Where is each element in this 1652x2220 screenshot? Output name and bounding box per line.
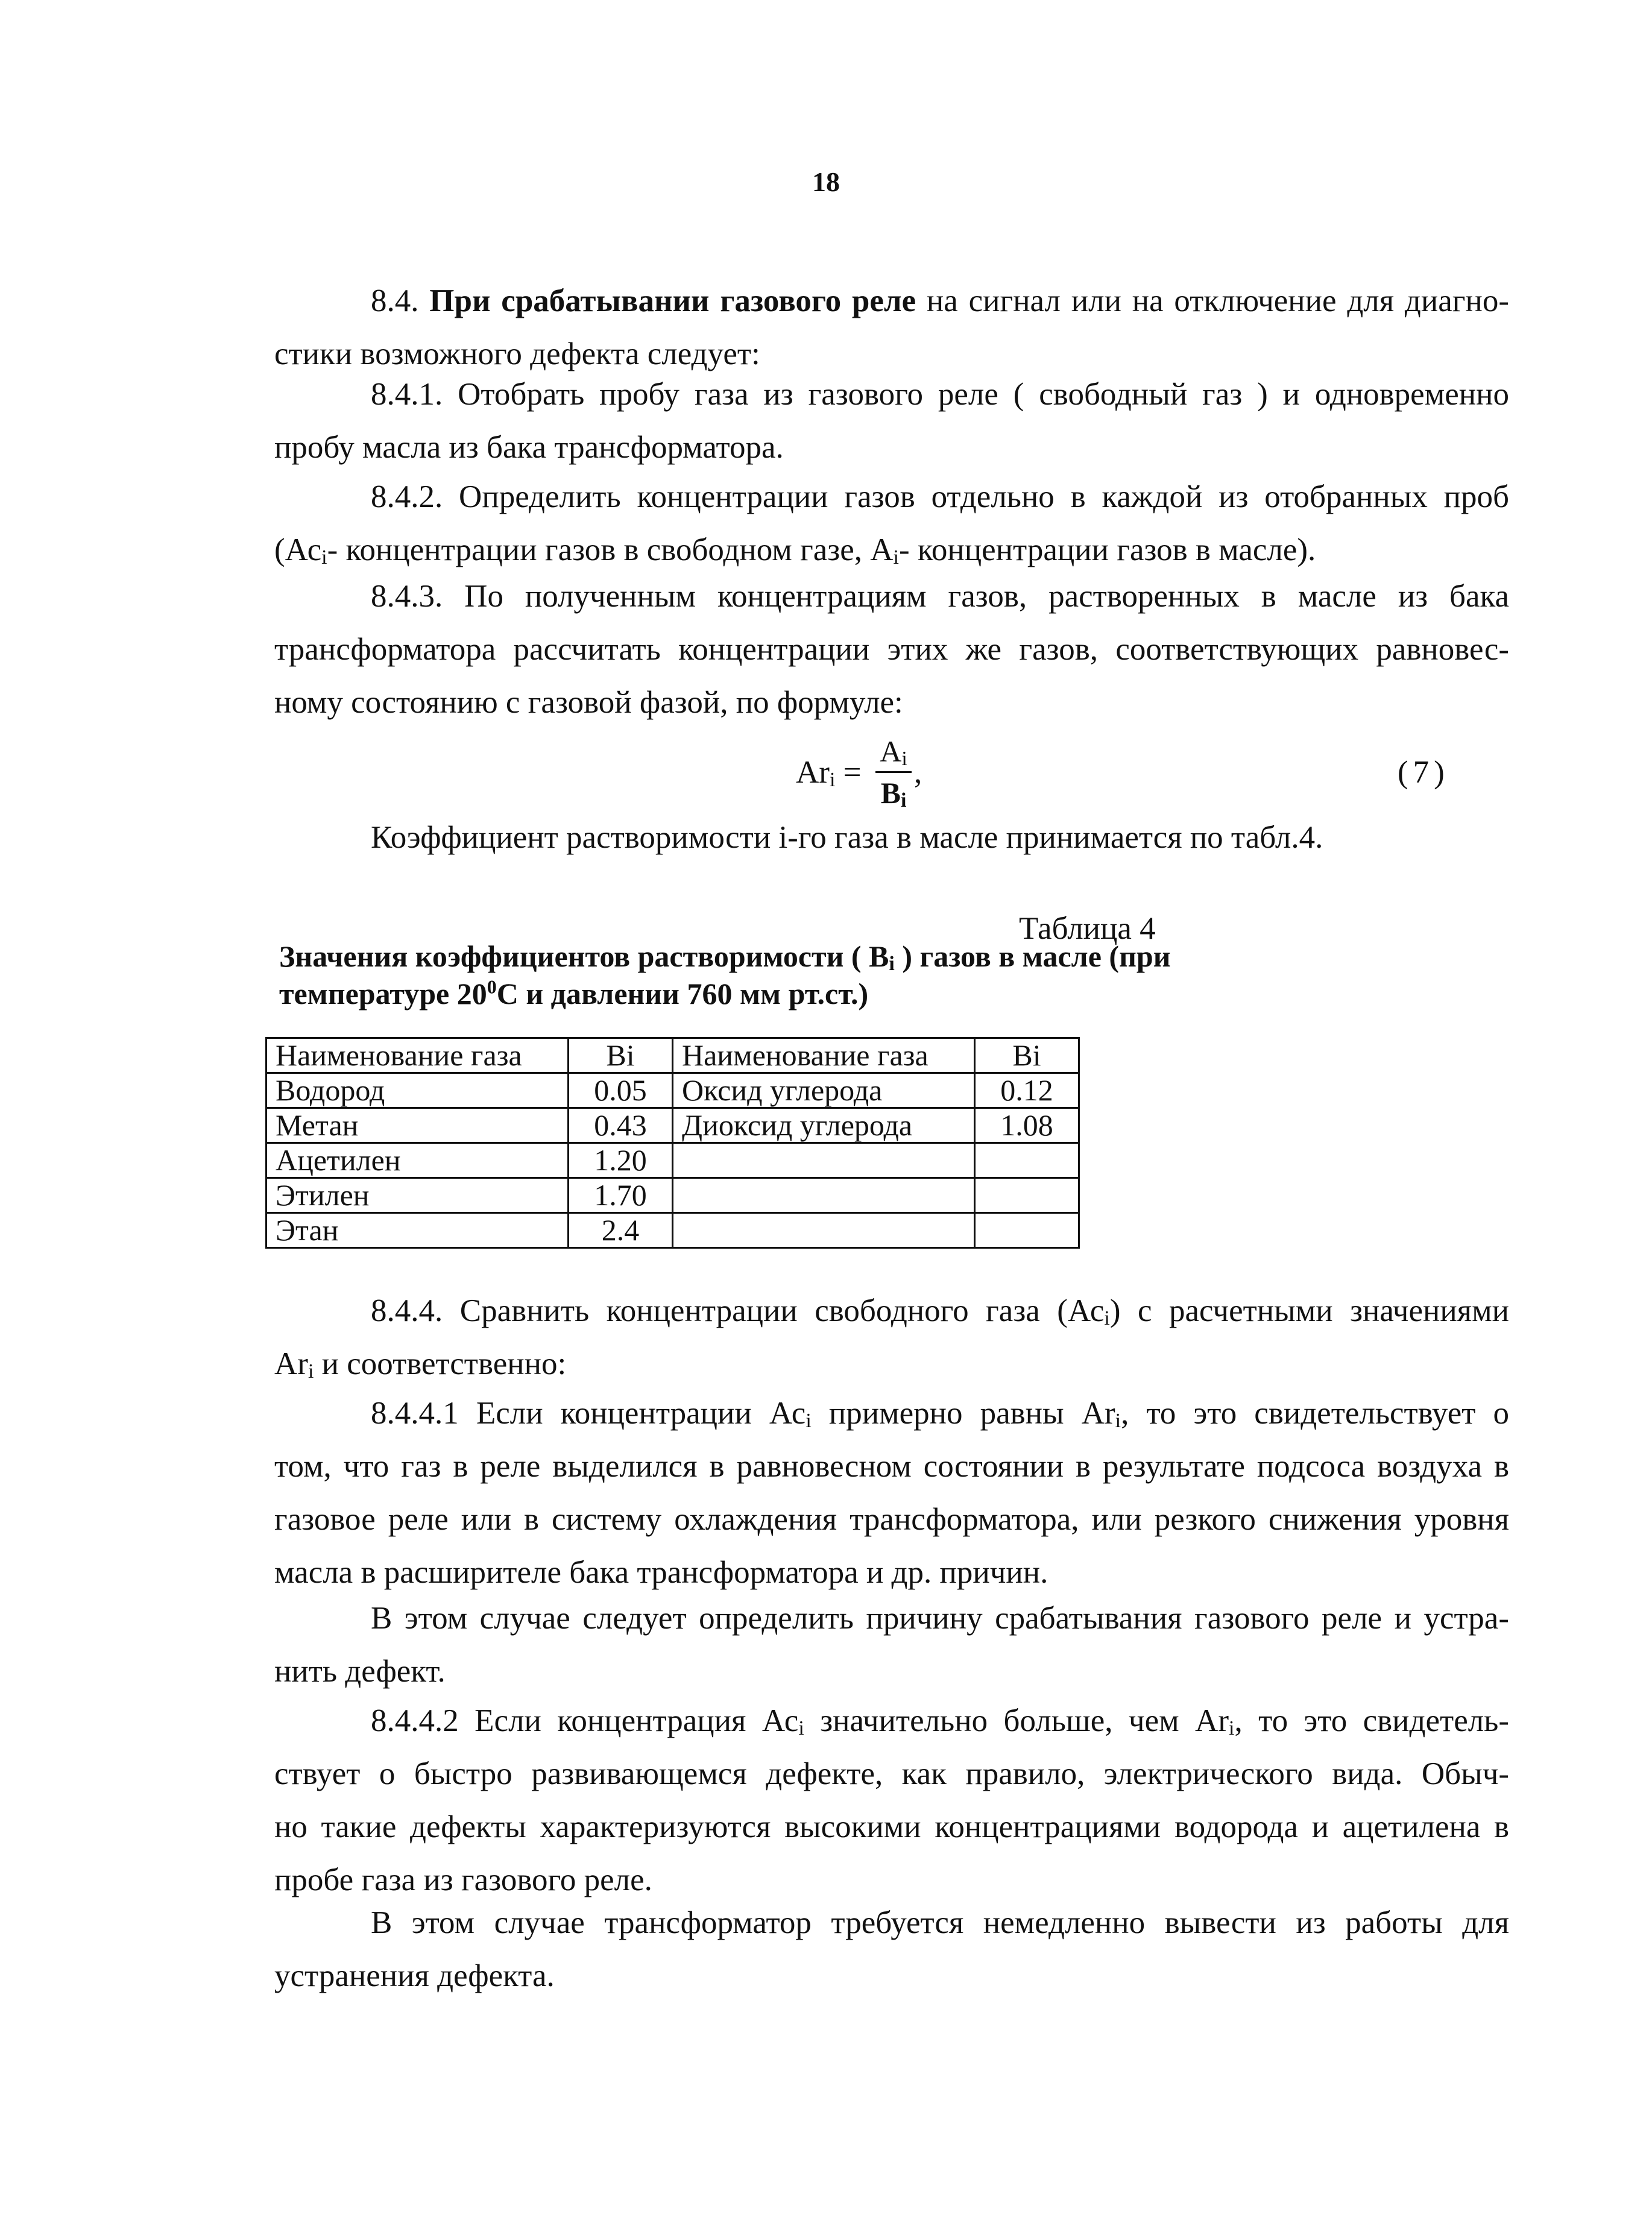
subscript: i <box>321 546 327 569</box>
formula-comma: , <box>914 755 922 790</box>
formula-symbol: Ar <box>796 755 830 790</box>
table-cell <box>975 1178 1079 1213</box>
superscript: 0 <box>487 976 497 998</box>
table-cell: 1.20 <box>569 1143 673 1178</box>
paragraph-case-2-line-1: В этом случае трансформатор требуется немедленно вывести из работы для <box>371 1905 1509 1940</box>
table-header-cell: Bi <box>975 1038 1079 1073</box>
table-header-cell: Наименование газа <box>266 1038 569 1073</box>
paragraph-8-4-4-line-2 <box>274 1337 1509 1390</box>
text-fragment: (Ас <box>274 532 322 567</box>
paragraph-8-4-4-2 <box>274 1694 1509 1906</box>
paragraph-8-4-4-1-line-1 <box>274 1387 1509 1440</box>
table-header-cell: Наименование газа <box>673 1038 975 1073</box>
subscript: i <box>1104 1307 1110 1329</box>
paragraph-8-4-4-1-line-4: масла в расширителе бака трансформатора и др. причин. <box>274 1555 1048 1590</box>
paragraph-8-4-4 <box>274 1284 1509 1390</box>
table-row <box>266 1073 1079 1108</box>
formula-symbol: A <box>880 734 902 768</box>
table-row <box>266 1143 1079 1178</box>
subscript: i <box>1115 1410 1121 1432</box>
paragraph-case-1-line-2: нить дефект. <box>274 1654 446 1689</box>
page-number: 18 <box>812 166 840 197</box>
fraction-bar <box>875 771 912 773</box>
table-cell: 0.05 <box>569 1073 673 1108</box>
text-fragment: Значения коэффициентов растворимости ( В <box>279 939 889 973</box>
formula-numerator <box>875 733 912 770</box>
paragraph-case-1-line-1: В этом случае следует определить причину срабатывания газового реле и устра- <box>371 1601 1509 1636</box>
table-row <box>266 1213 1079 1248</box>
paragraph-case-1 <box>274 1592 1509 1698</box>
paragraph-8-4-line-1 <box>274 274 1509 327</box>
table-title-line-1 <box>279 938 1184 975</box>
text-fragment: Ar <box>274 1346 308 1381</box>
table-cell <box>975 1213 1079 1248</box>
equation-number: (7) <box>1398 755 1449 790</box>
paragraph-8-4-4-1-line-2: том, что газ в реле выделился в равновесном состоянии в результате подсоса воздуха в <box>274 1449 1509 1484</box>
table-cell: Оксид углерода <box>673 1073 975 1108</box>
table-title-line-2 <box>279 975 1184 1012</box>
formula-equals: = <box>835 755 862 790</box>
text-fragment: примерно равны Ar <box>811 1396 1115 1431</box>
paragraph-8-4-1 <box>274 368 1509 474</box>
formula-denominator <box>875 774 912 812</box>
paragraph-case-2 <box>274 1896 1509 2002</box>
paragraph-8-4-3-line-3: ному состоянию с газовой фазой, по формуле: <box>274 685 903 720</box>
subscript: i <box>806 1410 812 1432</box>
table-header-cell: Bi <box>569 1038 673 1073</box>
table-row <box>266 1108 1079 1143</box>
paragraph-case-2-line-2: устранения дефекта. <box>274 1958 555 1993</box>
formula-lhs <box>796 754 862 790</box>
table-header-row <box>266 1038 1079 1073</box>
subscript: i <box>901 748 907 770</box>
paragraph-8-4-3-line-1: 8.4.3. По полученным концентрациям газов, растворенных в масле из бака <box>371 579 1509 614</box>
text-fragment: температуре 20 <box>279 977 487 1011</box>
section-number: 8.4. <box>371 283 419 318</box>
subscript: i <box>889 953 895 975</box>
table-cell: 1.70 <box>569 1178 673 1213</box>
table-cell: Ацетилен <box>266 1143 569 1178</box>
table-cell <box>673 1178 975 1213</box>
paragraph-8-4-line-2: стики возможного дефекта следует: <box>274 336 760 371</box>
paragraph-8-4-4-2-line-2: ствует о быстро развивающемся дефекте, как правило, электрического вида. Обыч- <box>274 1756 1509 1791</box>
subscript: i <box>829 769 836 791</box>
paragraph-8-4-2-line-2 <box>274 523 1509 576</box>
text-fragment: - концентрации газов в масле). <box>898 532 1316 567</box>
coefficient-note <box>274 811 1509 864</box>
coefficient-note-line: Коэффициент растворимости i-го газа в масле принимается по табл.4. <box>371 820 1323 855</box>
text-fragment: 8.4.4. Сравнить концентрации свободного газа (Ас <box>371 1293 1105 1328</box>
subscript: i <box>900 789 907 812</box>
subscript: i <box>893 546 899 569</box>
text-fragment: ) газов в масле (при <box>894 939 1171 973</box>
section-bold-phrase: При срабатывании газового реле <box>429 283 916 318</box>
subscript: i <box>307 1360 314 1383</box>
paragraph-8-4-2-line-1: 8.4.2. Определить концентрации газов отдельно в каждой из отобранных проб <box>371 479 1509 514</box>
formula-fraction <box>875 733 912 812</box>
paragraph-8-4-4-1 <box>274 1387 1509 1599</box>
text-fragment: С и давлении 760 мм рт.ст.) <box>496 977 869 1011</box>
table-cell <box>673 1143 975 1178</box>
text-fragment: , то это свидетельствует о <box>1121 1396 1509 1431</box>
text-fragment: значительно больше, чем Ar <box>804 1703 1229 1738</box>
table-cell: Водород <box>266 1073 569 1108</box>
subscript: i <box>1228 1717 1235 1739</box>
formula-7 <box>796 733 1158 817</box>
table-title <box>279 938 1184 1012</box>
paragraph-8-4-4-2-line-3: но такие дефекты характеризуются высокими концентрациями водорода и ацетилена в <box>274 1809 1509 1844</box>
table-cell: 0.43 <box>569 1108 673 1143</box>
table-cell: 0.12 <box>975 1073 1079 1108</box>
paragraph-8-4-2 <box>274 470 1509 576</box>
table-caption: Таблица 4 <box>1019 911 1156 946</box>
table-cell <box>673 1213 975 1248</box>
paragraph-8-4-4-2-line-4: пробе газа из газового реле. <box>274 1862 652 1897</box>
paragraph-8-4-4-line-1 <box>274 1284 1509 1337</box>
table-row <box>266 1178 1079 1213</box>
paragraph-8-4-4-2-line-1 <box>274 1694 1509 1747</box>
subscript: i <box>798 1717 804 1739</box>
paragraph-8-4-3-line-2: трансформатора рассчитать концентрации этих же газов, соответствующих равновес- <box>274 632 1509 667</box>
table-cell: Метан <box>266 1108 569 1143</box>
solubility-table <box>265 1037 1080 1249</box>
paragraph-8-4-1-line-1: 8.4.1. Отобрать пробу газа из газового реле ( свободный газ ) и одновременно <box>371 377 1509 412</box>
section-line-rest: на сигнал или на отключение для диагно- <box>926 283 1509 318</box>
table-cell: Этан <box>266 1213 569 1248</box>
text-fragment: , то это свидетель- <box>1234 1703 1509 1738</box>
table-cell: 1.08 <box>975 1108 1079 1143</box>
text-fragment: 8.4.4.1 Если концентрации Ас <box>371 1396 806 1431</box>
paragraph-8-4-4-1-line-3: газовое реле или в систему охлаждения трансформатора, или резкого снижения уровня <box>274 1502 1509 1537</box>
text-fragment: ) с расчетными значениями <box>1109 1293 1509 1328</box>
text-fragment: 8.4.4.2 Если концентрация Ас <box>371 1703 799 1738</box>
paragraph-8-4 <box>274 274 1509 380</box>
table-cell: Этилен <box>266 1178 569 1213</box>
paragraph-8-4-3 <box>274 570 1509 729</box>
paragraph-8-4-1-line-2: пробу масла из бака трансформатора. <box>274 430 784 465</box>
formula-symbol: B <box>880 776 901 810</box>
table-cell: 2.4 <box>569 1213 673 1248</box>
text-fragment: и соответственно: <box>314 1346 567 1381</box>
text-fragment: - концентрации газов в свободном газе, А <box>327 532 894 567</box>
table-cell: Диоксид углерода <box>673 1108 975 1143</box>
table-cell <box>975 1143 1079 1178</box>
